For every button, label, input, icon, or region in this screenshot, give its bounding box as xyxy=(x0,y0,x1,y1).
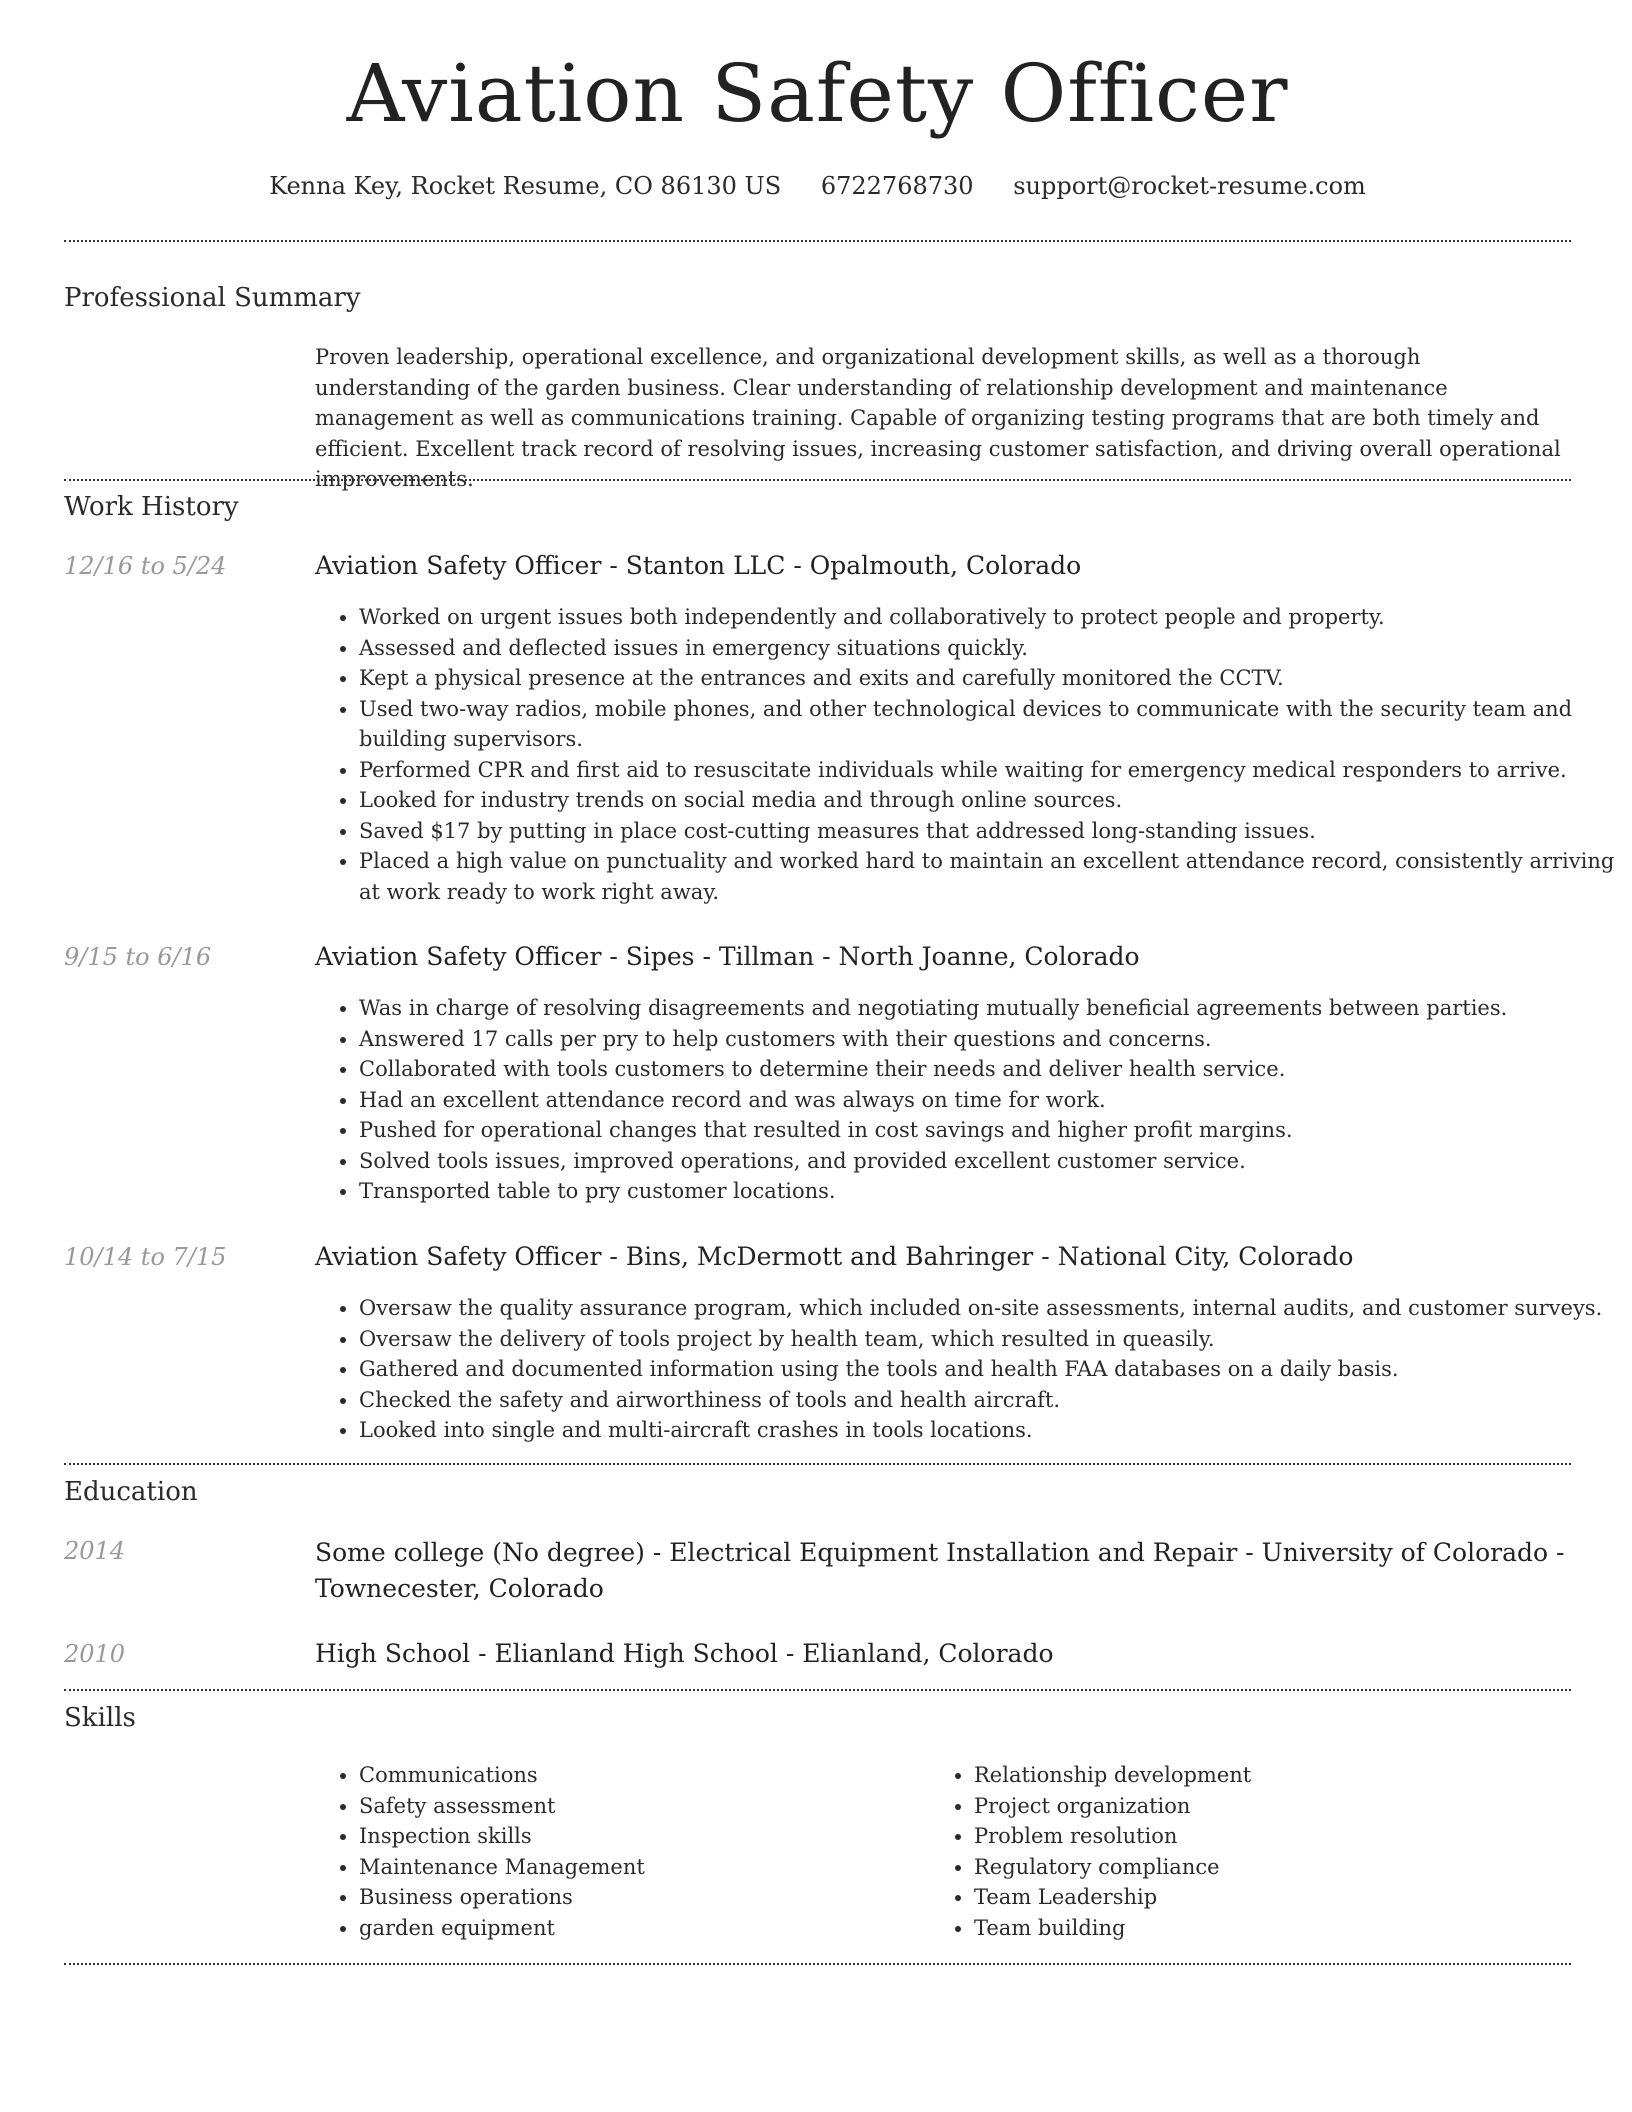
divider xyxy=(64,1963,1571,1965)
contact-email: support@rocket-resume.com xyxy=(1013,172,1366,200)
job-dates: 9/15 to 6/16 xyxy=(64,943,212,971)
list-item: • Placed a high value on punctuality and worked hard to maintain an excellent attendance record, consistently arriving at work ready to work right away. xyxy=(359,846,1615,907)
job-bullets xyxy=(315,993,1615,1207)
education-heading: High School - Elianland High School - Elianland, Colorado xyxy=(315,1639,1054,1668)
contact-phone: 6722768730 xyxy=(820,172,974,200)
job-bullets xyxy=(315,1293,1615,1446)
skill-item: • garden equipment xyxy=(359,1913,919,1944)
list-item: • Oversaw the delivery of tools project by health team, which resulted in queasily. xyxy=(359,1324,1615,1355)
divider xyxy=(64,479,1571,481)
skill-item: • Communications xyxy=(359,1760,919,1791)
education-year: 2010 xyxy=(64,1640,126,1668)
list-item: • Solved tools issues, improved operations, and provided excellent customer service. xyxy=(359,1146,1615,1177)
job-dates: 12/16 to 5/24 xyxy=(64,552,227,580)
resume-name: Aviation Safety Officer xyxy=(346,47,1289,140)
skill-item: • Safety assessment xyxy=(359,1791,919,1822)
summary-text: Proven leadership, operational excellence, and organizational development skills, as well as a thorough understanding of the garden business. Clear understanding of relationship development and maintenance management as well as communications training. Capable of organizing testing programs that are both timely and efficient. Excellent track record of resolving issues, increasing customer satisfaction, and driving overall operational improvements. xyxy=(315,345,1561,491)
skill-item: • Team Leadership xyxy=(974,1882,1534,1913)
skill-item: • Problem resolution xyxy=(974,1821,1534,1852)
job-bullets xyxy=(315,602,1615,907)
section-title-skills: Skills xyxy=(64,1703,136,1733)
skills-list-right xyxy=(930,1760,1534,1943)
list-item: • Performed CPR and first aid to resuscitate individuals while waiting for emergency medical responders to arrive. xyxy=(359,755,1615,786)
contact-address: Kenna Key, Rocket Resume, CO 86130 US xyxy=(269,172,782,200)
list-item: • Assessed and deflected issues in emergency situations quickly. xyxy=(359,633,1615,664)
contact-line xyxy=(64,172,1571,200)
divider xyxy=(64,1463,1571,1465)
skill-item: • Project organization xyxy=(974,1791,1534,1822)
education-year: 2014 xyxy=(64,1537,126,1565)
list-item: • Answered 17 calls per pry to help customers with their questions and concerns. xyxy=(359,1024,1615,1055)
job-heading: Aviation Safety Officer - Bins, McDermott and Bahringer - National City, Colorado xyxy=(315,1242,1354,1271)
skill-item: • Regulatory compliance xyxy=(974,1852,1534,1883)
skill-item: • Business operations xyxy=(359,1882,919,1913)
job-heading: Aviation Safety Officer - Stanton LLC - Opalmouth, Colorado xyxy=(315,551,1082,580)
list-item: • Worked on urgent issues both independently and collaboratively to protect people and property. xyxy=(359,602,1615,633)
divider xyxy=(64,1689,1571,1691)
list-item: • Looked into single and multi-aircraft crashes in tools locations. xyxy=(359,1415,1615,1446)
list-item: • Used two-way radios, mobile phones, and other technological devices to communicate with the security team and building supervisors. xyxy=(359,694,1615,755)
section-title-summary: Professional Summary xyxy=(64,283,361,313)
list-item: • Checked the safety and airworthiness of tools and health aircraft. xyxy=(359,1385,1615,1416)
job-heading: Aviation Safety Officer - Sipes - Tillman - North Joanne, Colorado xyxy=(315,942,1140,971)
list-item: • Was in charge of resolving disagreements and negotiating mutually beneficial agreements between parties. xyxy=(359,993,1615,1024)
list-item: • Oversaw the quality assurance program, which included on-site assessments, internal audits, and customer surveys. xyxy=(359,1293,1615,1324)
section-title-work: Work History xyxy=(64,492,239,522)
education-heading: Some college (No degree) - Electrical Equipment Installation and Repair - University of Colorado - Townecester, Colorado xyxy=(315,1538,1565,1603)
skill-item: • Relationship development xyxy=(974,1760,1534,1791)
list-item: • Saved $17 by putting in place cost-cutting measures that addressed long-standing issues. xyxy=(359,816,1615,847)
skill-item: • Maintenance Management xyxy=(359,1852,919,1883)
list-item: • Pushed for operational changes that resulted in cost savings and higher profit margins. xyxy=(359,1115,1615,1146)
job-dates: 10/14 to 7/15 xyxy=(64,1243,227,1271)
skill-item: • Inspection skills xyxy=(359,1821,919,1852)
list-item: • Gathered and documented information using the tools and health FAA databases on a daily basis. xyxy=(359,1354,1615,1385)
skill-item: • Team building xyxy=(974,1913,1534,1944)
divider xyxy=(64,240,1571,242)
list-item: • Transported table to pry customer locations. xyxy=(359,1176,1615,1207)
section-title-education: Education xyxy=(64,1477,198,1507)
list-item: • Looked for industry trends on social media and through online sources. xyxy=(359,785,1615,816)
list-item: • Collaborated with tools customers to determine their needs and deliver health service. xyxy=(359,1054,1615,1085)
skills-list-left xyxy=(315,1760,919,1943)
list-item: • Kept a physical presence at the entrances and exits and carefully monitored the CCTV. xyxy=(359,663,1615,694)
list-item: • Had an excellent attendance record and was always on time for work. xyxy=(359,1085,1615,1116)
